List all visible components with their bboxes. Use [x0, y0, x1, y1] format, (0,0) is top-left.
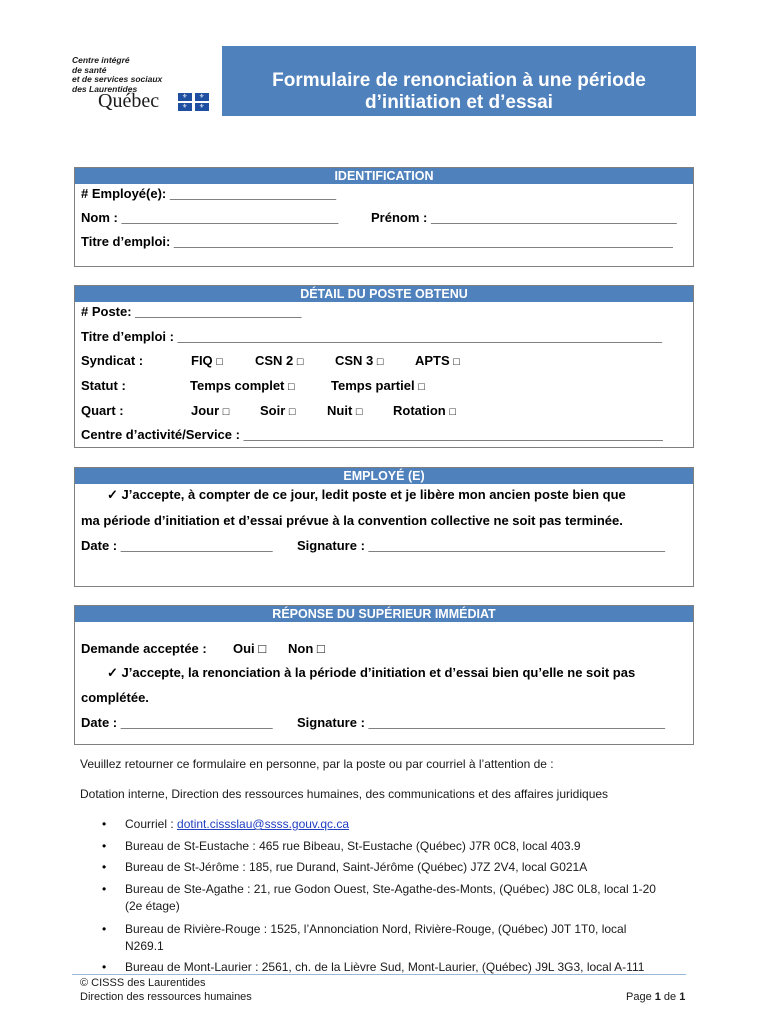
bullet-icon: • — [102, 882, 107, 896]
union-label: Syndicat : — [81, 353, 144, 368]
logo-line-4: des Laurentides — [72, 83, 138, 94]
supervisor-section — [74, 605, 694, 745]
shift-label: Quart : — [81, 403, 124, 418]
form-title-line-1: Formulaire de renonciation à une période — [272, 70, 646, 91]
logo-line-1: Centre intégré — [72, 55, 130, 65]
checkbox-icon[interactable]: □ — [376, 356, 384, 368]
checkbox-icon[interactable]: □ — [288, 406, 296, 418]
status-option-part-time[interactable]: Temps partiel □ — [331, 378, 425, 393]
office-mont-laurier: Bureau de Mont-Laurier : 2561, ch. de la Lièvre Sud, Mont-Laurier, (Québec) J9L 3G3, local A-111 — [125, 960, 645, 974]
shift-option-evening[interactable]: Soir □ — [260, 403, 296, 418]
logo-line-3: et de services sociaux — [72, 74, 163, 84]
checkbox-icon[interactable]: □ — [296, 356, 304, 368]
request-yes-option[interactable]: Oui □ — [233, 641, 267, 656]
office-riviere-rouge-local: N269.1 — [125, 939, 164, 953]
office-ste-agathe-floor: (2e étage) — [125, 899, 180, 913]
identification-section — [74, 167, 694, 267]
checkbox-icon[interactable]: □ — [453, 356, 460, 368]
supervisor-header: RÉPONSE DU SUPÉRIEUR IMMÉDIAT — [75, 606, 693, 622]
employee-number-field[interactable]: # Employé(e): _______________________ — [81, 186, 337, 201]
form-title — [222, 46, 696, 116]
office-st-eustache: Bureau de St-Eustache : 465 rue Bibeau, St-Eustache (Québec) J7R 0C8, local 403.9 — [125, 839, 581, 853]
logo-line-2: de santé — [72, 64, 107, 75]
form-title-line-2: d’initiation et d’essai — [365, 92, 553, 113]
employee-acceptance-line-2: ma période d’initiation et d’essai prévue à la convention collective ne soit pas terminée. — [81, 513, 623, 528]
footer-copyright: © CISSS des Laurentides — [80, 977, 206, 989]
union-option-fiq[interactable]: FIQ □ — [191, 353, 223, 368]
activity-center-field[interactable]: Centre d’activité/Service : __________________________________________________________ — [81, 427, 663, 442]
supervisor-date-field[interactable]: Date : _____________________ — [81, 715, 273, 730]
name-field[interactable]: Nom : ______________________________ — [81, 210, 339, 225]
position-detail-section — [74, 285, 694, 448]
post-number-field[interactable]: # Poste: _______________________ — [81, 304, 302, 319]
email-link[interactable]: dotint.cissslau@ssss.gouv.qc.ca — [177, 817, 350, 831]
firstname-field[interactable]: Prénom : __________________________________ — [371, 210, 677, 225]
bullet-icon: • — [102, 922, 107, 936]
quebec-wordmark: Québec — [98, 90, 160, 112]
bullet-icon: • — [102, 839, 107, 853]
employee-date-field[interactable]: Date : _____________________ — [81, 538, 273, 553]
office-st-jerome: Bureau de St-Jérôme : 185, rue Durand, Saint-Jérôme (Québec) J7Z 2V4, local G021A — [125, 860, 588, 874]
office-ste-agathe: Bureau de Ste-Agathe : 21, rue Godon Ouest, Ste-Agathe-des-Monts, (Québec) J8C 0L8, local 1-20 — [125, 882, 656, 896]
bullet-icon: • — [102, 860, 107, 874]
checkmark-icon: ✓ — [107, 665, 118, 680]
checkbox-icon[interactable]: □ — [418, 381, 425, 393]
shift-option-day[interactable]: Jour □ — [191, 403, 230, 418]
fleurdelise-flag-icon: ⚜ ⚜ ⚜ ⚜ — [178, 93, 209, 111]
status-option-full-time[interactable]: Temps complet □ — [190, 378, 295, 393]
shift-option-rotation[interactable]: Rotation □ — [393, 403, 456, 418]
email-line: Courriel : dotint.cissslau@ssss.gouv.qc.ca — [125, 817, 350, 831]
return-instructions: Veuillez retourner ce formulaire en personne, par la poste ou par courriel à l’attention de : — [80, 757, 554, 771]
supervisor-acceptance-line-1: ✓ J’accepte, la renonciation à la période d’initiation et d’essai bien qu’elle ne soit pas — [107, 665, 636, 680]
union-option-csn2[interactable]: CSN 2 □ — [255, 353, 304, 368]
employee-signature-field[interactable]: Signature : _________________________________________ — [297, 538, 665, 553]
job-title-field[interactable]: Titre d’emploi: _____________________________________________________________________ — [81, 234, 673, 249]
checkbox-icon[interactable]: □ — [449, 406, 456, 418]
checkbox-icon[interactable]: □ — [288, 381, 295, 393]
request-no-option[interactable]: Non □ — [288, 641, 325, 656]
employee-acceptance-line-1: ✓ J’accepte, à compter de ce jour, ledit poste et je libère mon ancien poste bien que — [107, 487, 626, 502]
status-label: Statut : — [81, 378, 126, 393]
identification-header: IDENTIFICATION — [75, 168, 693, 184]
bullet-icon: • — [102, 960, 107, 974]
supervisor-acceptance-line-2: complétée. — [81, 690, 149, 705]
footer-divider — [72, 974, 686, 975]
checkbox-icon[interactable]: □ — [216, 356, 223, 368]
page-number: Page 1 de 1 — [626, 991, 686, 1003]
supervisor-signature-field[interactable]: Signature : _________________________________________ — [297, 715, 665, 730]
checkbox-icon[interactable]: □ — [355, 406, 363, 418]
department-name: Dotation interne, Direction des ressources humaines, des communications et des affaires juridiques — [80, 787, 609, 801]
employee-header: EMPLOYÉ (E) — [75, 468, 693, 484]
shift-option-night[interactable]: Nuit □ — [327, 403, 363, 418]
position-job-title-field[interactable]: Titre d’emploi : ___________________________________________________________________ — [81, 329, 662, 344]
organization-name — [72, 56, 162, 94]
checkbox-icon[interactable]: □ — [222, 406, 230, 418]
footer-department: Direction des ressources humaines — [80, 991, 252, 1003]
office-riviere-rouge: Bureau de Rivière-Rouge : 1525, l’Annonciation Nord, Rivière-Rouge, (Québec) J0T 1T0, local — [125, 922, 627, 936]
bullet-icon: • — [102, 817, 107, 831]
request-accepted-label: Demande acceptée : — [81, 641, 207, 656]
union-option-csn3[interactable]: CSN 3 □ — [335, 353, 384, 368]
checkmark-icon: ✓ — [107, 487, 118, 502]
employee-section — [74, 467, 694, 587]
position-detail-header: DÉTAIL DU POSTE OBTENU — [75, 286, 693, 302]
union-option-apts[interactable]: APTS □ — [415, 353, 460, 368]
